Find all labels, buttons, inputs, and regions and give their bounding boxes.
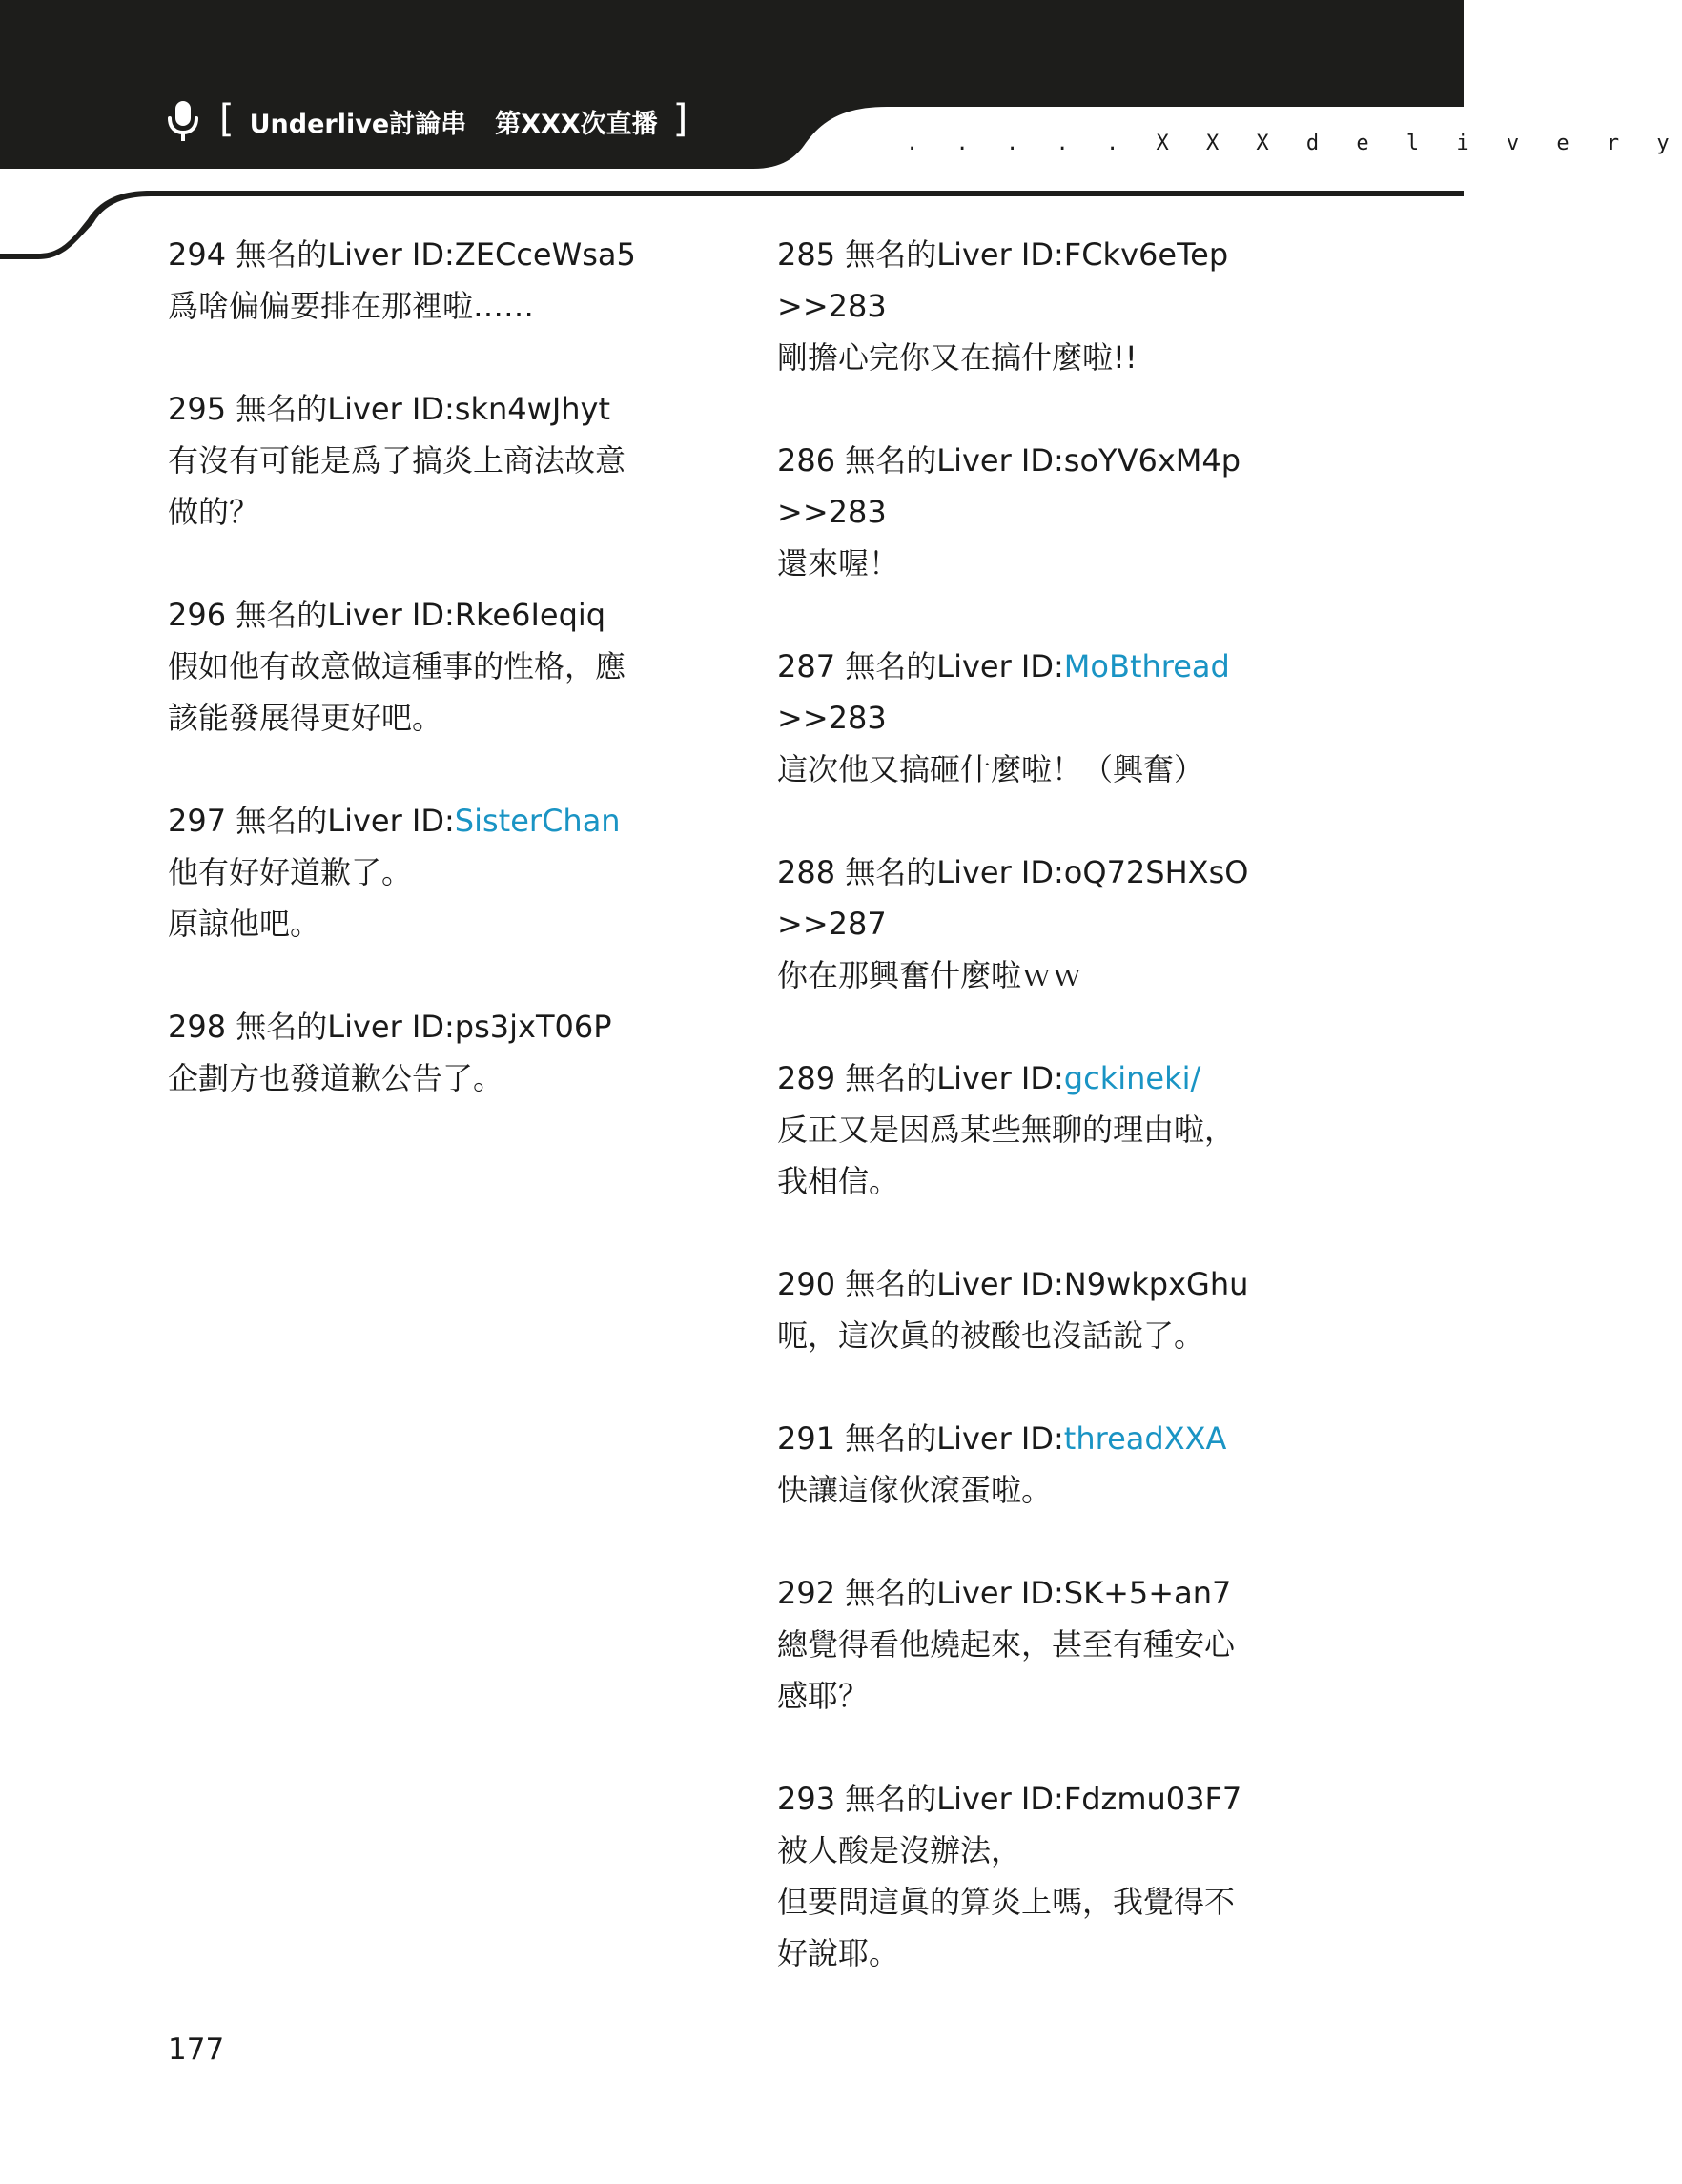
post-body-line: >>283 (777, 494, 887, 530)
post-body-line: >>283 (777, 288, 887, 324)
post-header (168, 589, 740, 641)
post-header-prefix: 292 無名的Liver ID: (777, 1575, 1064, 1611)
post-body-line: 被人酸是沒辦法， (777, 1832, 1022, 1868)
poster-id: SK+5+an7 (1063, 1575, 1232, 1611)
post-header-prefix: 296 無名的Liver ID: (168, 597, 455, 633)
thread-post (777, 1052, 1349, 1207)
post-header-prefix: 297 無名的Liver ID: (168, 803, 455, 839)
poster-id: Rke6Ieqiq (454, 597, 606, 633)
poster-id: Fdzmu03F7 (1063, 1781, 1242, 1817)
post-header (168, 1001, 740, 1052)
post-body-line: 假如他有故意做這種事的性格，應 (168, 648, 626, 684)
microphone-icon (164, 99, 202, 143)
post-header (777, 641, 1349, 692)
thread-post (777, 1773, 1349, 1979)
post-body-line: 有沒有可能是爲了搞炎上商法故意 (168, 442, 626, 479)
post-header-prefix: 293 無名的Liver ID: (777, 1781, 1064, 1817)
post-header (777, 1258, 1349, 1310)
left-column (168, 229, 740, 1155)
post-body-line: 做的？ (168, 494, 260, 530)
post-header-prefix: 285 無名的Liver ID: (777, 236, 1064, 273)
post-body-line: 還來喔！ (777, 545, 900, 582)
thread-post (777, 435, 1349, 589)
post-body-line: 但要問這眞的算炎上嗎，我覺得不 (777, 1884, 1236, 1920)
poster-id: skn4wJhyt (454, 391, 611, 427)
post-body-line: 總覺得看他燒起來，甚至有種安心 (777, 1626, 1236, 1663)
post-header (168, 795, 740, 847)
stream-number: 第XXX次直播 (495, 109, 658, 139)
post-header-prefix: 286 無名的Liver ID: (777, 442, 1064, 479)
post-body-line: 爲啥偏偏要排在那裡啦…… (168, 288, 535, 324)
thread-post (168, 589, 740, 744)
post-body-line: >>283 (777, 700, 887, 736)
thread-post (168, 795, 740, 949)
post-body-line: 你在那興奮什麼啦ｗｗ (777, 957, 1083, 993)
header-bracket-close: ] (672, 97, 688, 141)
post-body-line: 好說耶。 (777, 1935, 900, 1971)
post-body-line: 他有好好道歉了。 (168, 854, 413, 890)
post-header (777, 1773, 1349, 1825)
poster-id-highlighted: gckineki/ (1063, 1060, 1201, 1096)
poster-id-highlighted: MoBthread (1063, 648, 1230, 684)
post-header-prefix: 289 無名的Liver ID: (777, 1060, 1064, 1096)
post-header-prefix: 287 無名的Liver ID: (777, 648, 1064, 684)
poster-id: FCkv6eTep (1063, 236, 1229, 273)
post-header-prefix: 294 無名的Liver ID: (168, 236, 455, 273)
post-header (168, 383, 740, 435)
post-header (777, 1567, 1349, 1619)
right-column (777, 229, 1349, 2031)
post-header-prefix: 291 無名的Liver ID: (777, 1420, 1064, 1457)
post-header-prefix: 288 無名的Liver ID: (777, 854, 1064, 890)
thread-post (777, 1258, 1349, 1361)
thread-post (777, 641, 1349, 795)
post-body-line: 企劃方也發道歉公告了。 (168, 1060, 504, 1096)
post-body-line: 這次他又搞砸什麼啦！（興奮） (777, 751, 1205, 787)
post-body-line: >>287 (777, 906, 887, 942)
thread-title: Underlive討論串 (249, 109, 467, 139)
thread-post (777, 229, 1349, 383)
post-header (168, 229, 740, 280)
post-header (777, 1413, 1349, 1464)
post-header (777, 229, 1349, 280)
thread-post (168, 1001, 740, 1104)
poster-id: soYV6xM4p (1063, 442, 1241, 479)
post-header-prefix: 298 無名的Liver ID: (168, 1009, 455, 1045)
poster-id: ZECceWsa5 (454, 236, 636, 273)
thread-post (168, 383, 740, 538)
poster-id: ps3jxT06P (454, 1009, 612, 1045)
post-body-line: 呃，這次眞的被酸也沒話說了。 (777, 1317, 1205, 1354)
post-header (777, 435, 1349, 486)
header-tagline: . . . . . X X X d e l i v e r y (906, 132, 1682, 155)
thread-post (168, 229, 740, 332)
poster-id-highlighted: SisterChan (454, 803, 621, 839)
thread-post (777, 1567, 1349, 1722)
thread-post (777, 1413, 1349, 1516)
running-header (164, 95, 687, 147)
post-body-line: 我相信。 (777, 1163, 900, 1199)
post-header-prefix: 295 無名的Liver ID: (168, 391, 455, 427)
post-body-line: 該能發展得更好吧。 (168, 700, 443, 736)
post-body-line: 感耶？ (777, 1678, 870, 1714)
page-number: 177 (168, 2032, 225, 2067)
post-body-line: 反正又是因爲某些無聊的理由啦， (777, 1112, 1236, 1148)
poster-id-highlighted: threadXXA (1063, 1420, 1227, 1457)
post-header (777, 1052, 1349, 1104)
poster-id: N9wkpxGhu (1063, 1266, 1249, 1302)
header-bracket-open: [ (219, 97, 235, 141)
post-body-line: 剛擔心完你又在搞什麼啦!! (777, 339, 1138, 376)
thread-post (777, 847, 1349, 1001)
post-body-line: 快讓這傢伙滾蛋啦。 (777, 1472, 1053, 1508)
post-body-line: 原諒他吧。 (168, 906, 321, 942)
post-header-prefix: 290 無名的Liver ID: (777, 1266, 1064, 1302)
post-header (777, 847, 1349, 898)
poster-id: oQ72SHXsO (1063, 854, 1249, 890)
